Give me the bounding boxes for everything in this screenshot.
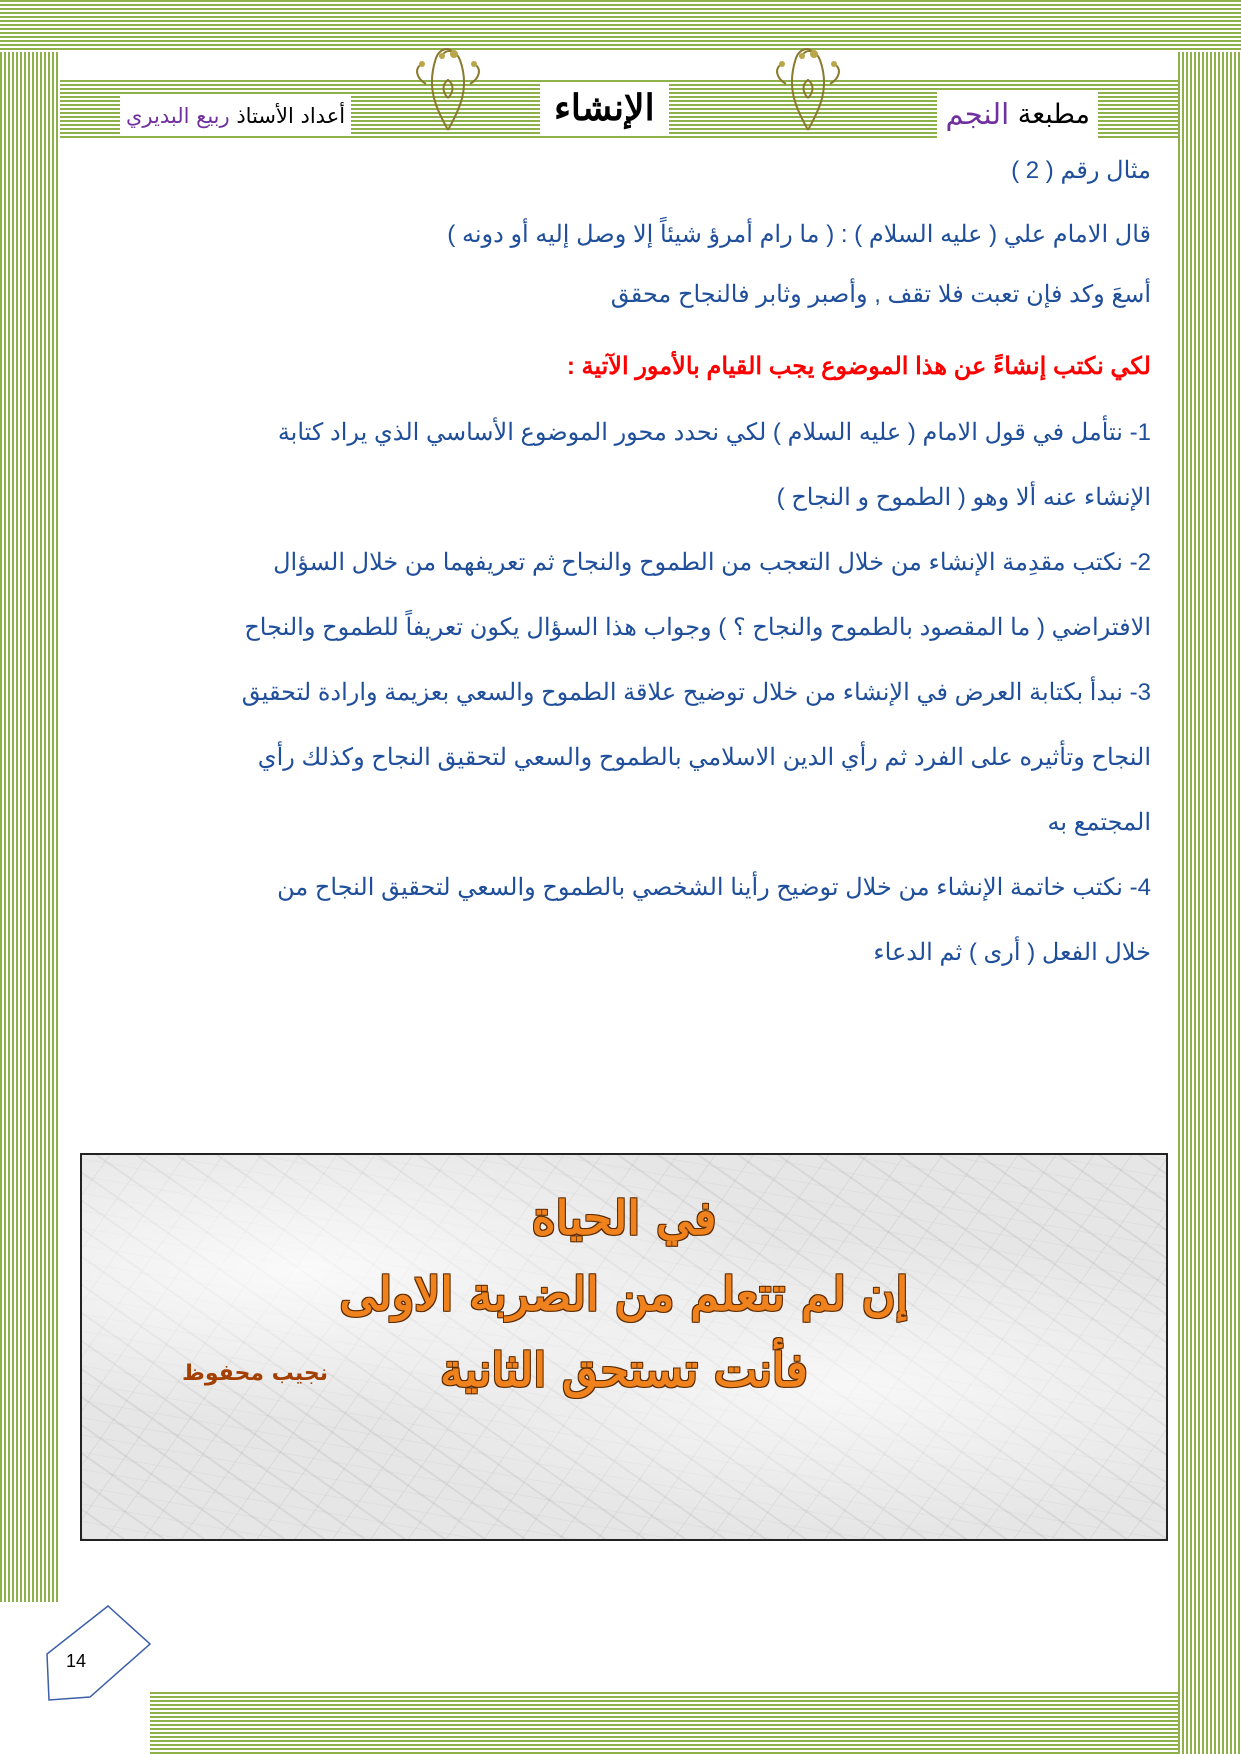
page-header [60, 70, 1178, 142]
author-prefix: أعداد الأستاذ [236, 104, 346, 128]
step-line: النجاح وتأثيره على الفرد ثم رأي الدين الاسلامي بالطموح والسعي لتحقيق النجاح وكذلك رأي [257, 744, 1151, 771]
left-border-band [0, 52, 60, 1602]
page-title: الإنشاء [540, 82, 669, 134]
bottom-border-band [150, 1692, 1178, 1754]
imam-quote: قال الامام علي ( عليه السلام ) : ( ما رام أمرؤ شيئاً إلا وصل إليه أو دونه ) [447, 221, 1151, 248]
page-number-badge [40, 1602, 160, 1706]
author-label [120, 96, 351, 136]
quote-author: نجيب محفوظ [182, 1361, 328, 1386]
quote-box [80, 1153, 1168, 1541]
step-line: 3- نبدأ بكتابة العرض في الإنشاء من خلال توضيح علاقة الطموح والسعي بعزيمة وارادة لتحقيق [241, 679, 1151, 706]
article-body [111, 140, 1151, 985]
step-line: الإنشاء عنه ألا وهو ( الطموح و النجاح ) [776, 484, 1151, 511]
step-line: الافتراضي ( ما المقصود بالطموح والنجاح ؟ ) وجواب هذا السؤال يكون تعريفاً للطموح والنجاح [244, 614, 1151, 641]
step-line: 1- نتأمل في قول الامام ( عليه السلام ) لكي نحدد محور الموضوع الأساسي الذي يراد كتابة [277, 419, 1151, 446]
publisher-prefix: مطبعة [1017, 98, 1090, 130]
floral-ornament-icon [406, 38, 490, 134]
motto-line: أسعَ وكد فإن تعبت فلا تقف , وأصبر وثابر فالنجاح محقق [610, 281, 1151, 308]
step-line: المجتمع به [1047, 809, 1151, 836]
step-line: 2- نكتب مقدِمة الإنشاء من خلال التعجب من الطموح والنجاح ثم تعريفهما من خلال السؤال [273, 549, 1151, 576]
step-line: 4- نكتب خاتمة الإنشاء من خلال توضيح رأينا الشخصي بالطموح والسعي لتحقيق النجاح من [277, 874, 1151, 901]
right-border-band [1178, 52, 1241, 1754]
example-label: مثال رقم ( 2 ) [1011, 157, 1151, 184]
instruction-heading: لكي نكتب إنشاءً عن هذا الموضوع يجب القيام بالأمور الآتية : [566, 353, 1151, 380]
quote-line-2: إن لم تتعلم من الضربة الاولى [339, 1267, 909, 1321]
author-name: ربيع البديري [126, 104, 230, 128]
floral-ornament-icon [766, 38, 850, 134]
publisher-label [937, 90, 1098, 138]
quote-line-1: في الحياة [531, 1191, 717, 1245]
step-line: خلال الفعل ( أرى ) ثم الدعاء [873, 939, 1151, 966]
quote-line-3: فأنت تستحق الثانية [440, 1343, 808, 1397]
page-number: 14 [66, 1651, 87, 1671]
publisher-name: النجم [945, 97, 1010, 131]
top-border-band [0, 0, 1241, 52]
